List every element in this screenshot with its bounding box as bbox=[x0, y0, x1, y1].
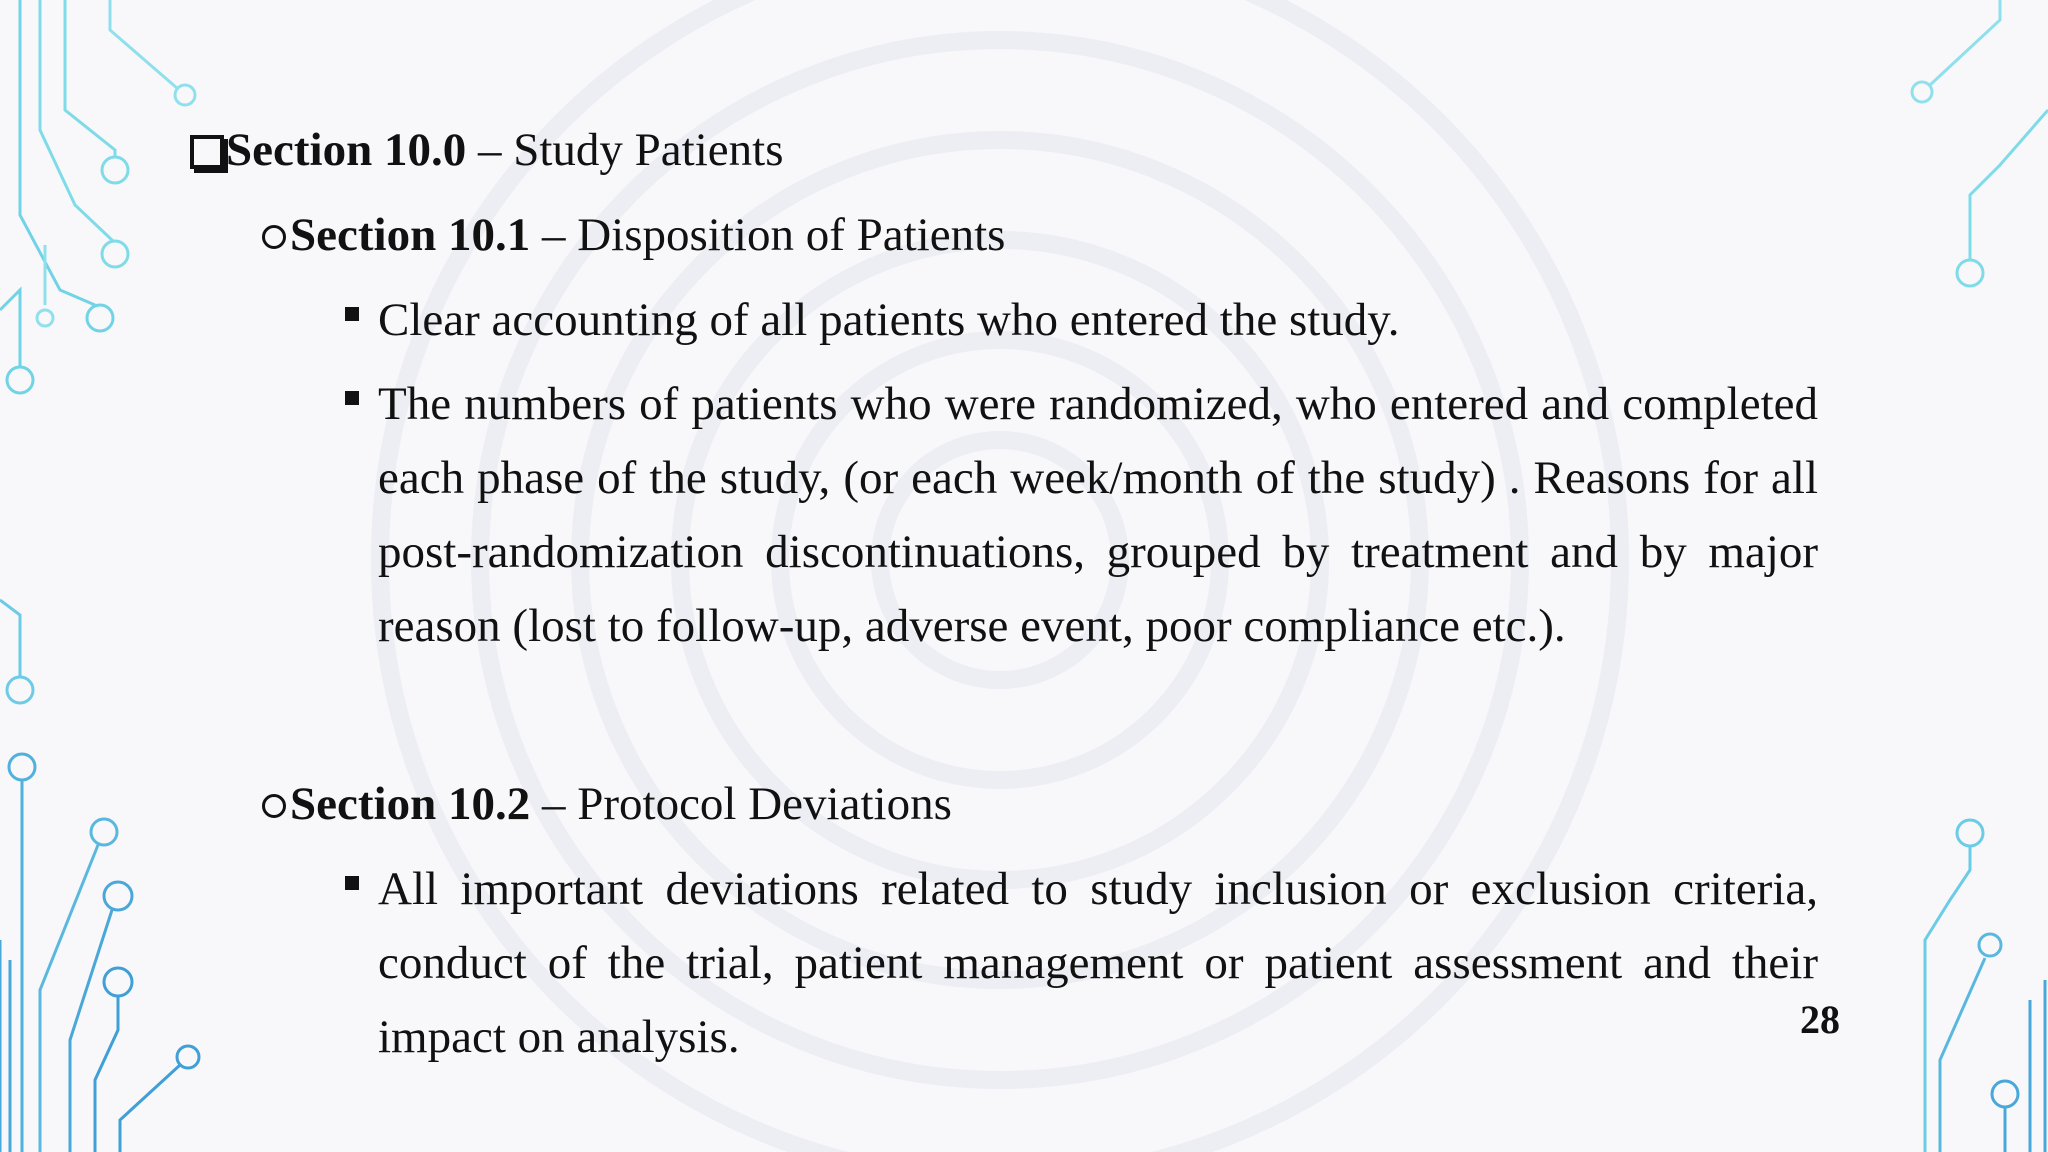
section-title: – Disposition of Patients bbox=[530, 209, 1006, 261]
section-title: – Study Patients bbox=[466, 124, 784, 176]
section-title: – Protocol Deviations bbox=[530, 778, 952, 830]
circle-bullet-icon bbox=[262, 794, 286, 818]
subheading-section-10-2 bbox=[262, 767, 952, 841]
section-label: Section 10.2 bbox=[290, 778, 531, 830]
checkbox-bullet-icon bbox=[190, 135, 224, 169]
bullet-text: All important deviations related to study inclusion or exclusion criteria, conduct of the trial, patient management or patient assessment and their impact on analysis. bbox=[378, 863, 1818, 1063]
bullet-text: Clear accounting of all patients who entered the study. bbox=[378, 294, 1400, 346]
square-bullet-icon bbox=[345, 307, 359, 321]
page-number: 28 bbox=[1800, 997, 1840, 1042]
section-label: Section 10.0 bbox=[226, 124, 467, 176]
heading-section-10-0 bbox=[190, 113, 784, 187]
circle-bullet-icon bbox=[262, 225, 286, 249]
subheading-section-10-1 bbox=[262, 198, 1005, 272]
square-bullet-icon bbox=[345, 391, 359, 405]
section-label: Section 10.1 bbox=[290, 209, 531, 261]
bullet-text: The numbers of patients who were randomized, who entered and completed each phase of the study, (or each week/month of the study) . Reasons for all post-randomization discontinuations, grouped by treatment and by major reason (lost to follow-up, adverse event, poor compliance etc.). bbox=[378, 378, 1818, 652]
square-bullet-icon bbox=[345, 876, 359, 890]
